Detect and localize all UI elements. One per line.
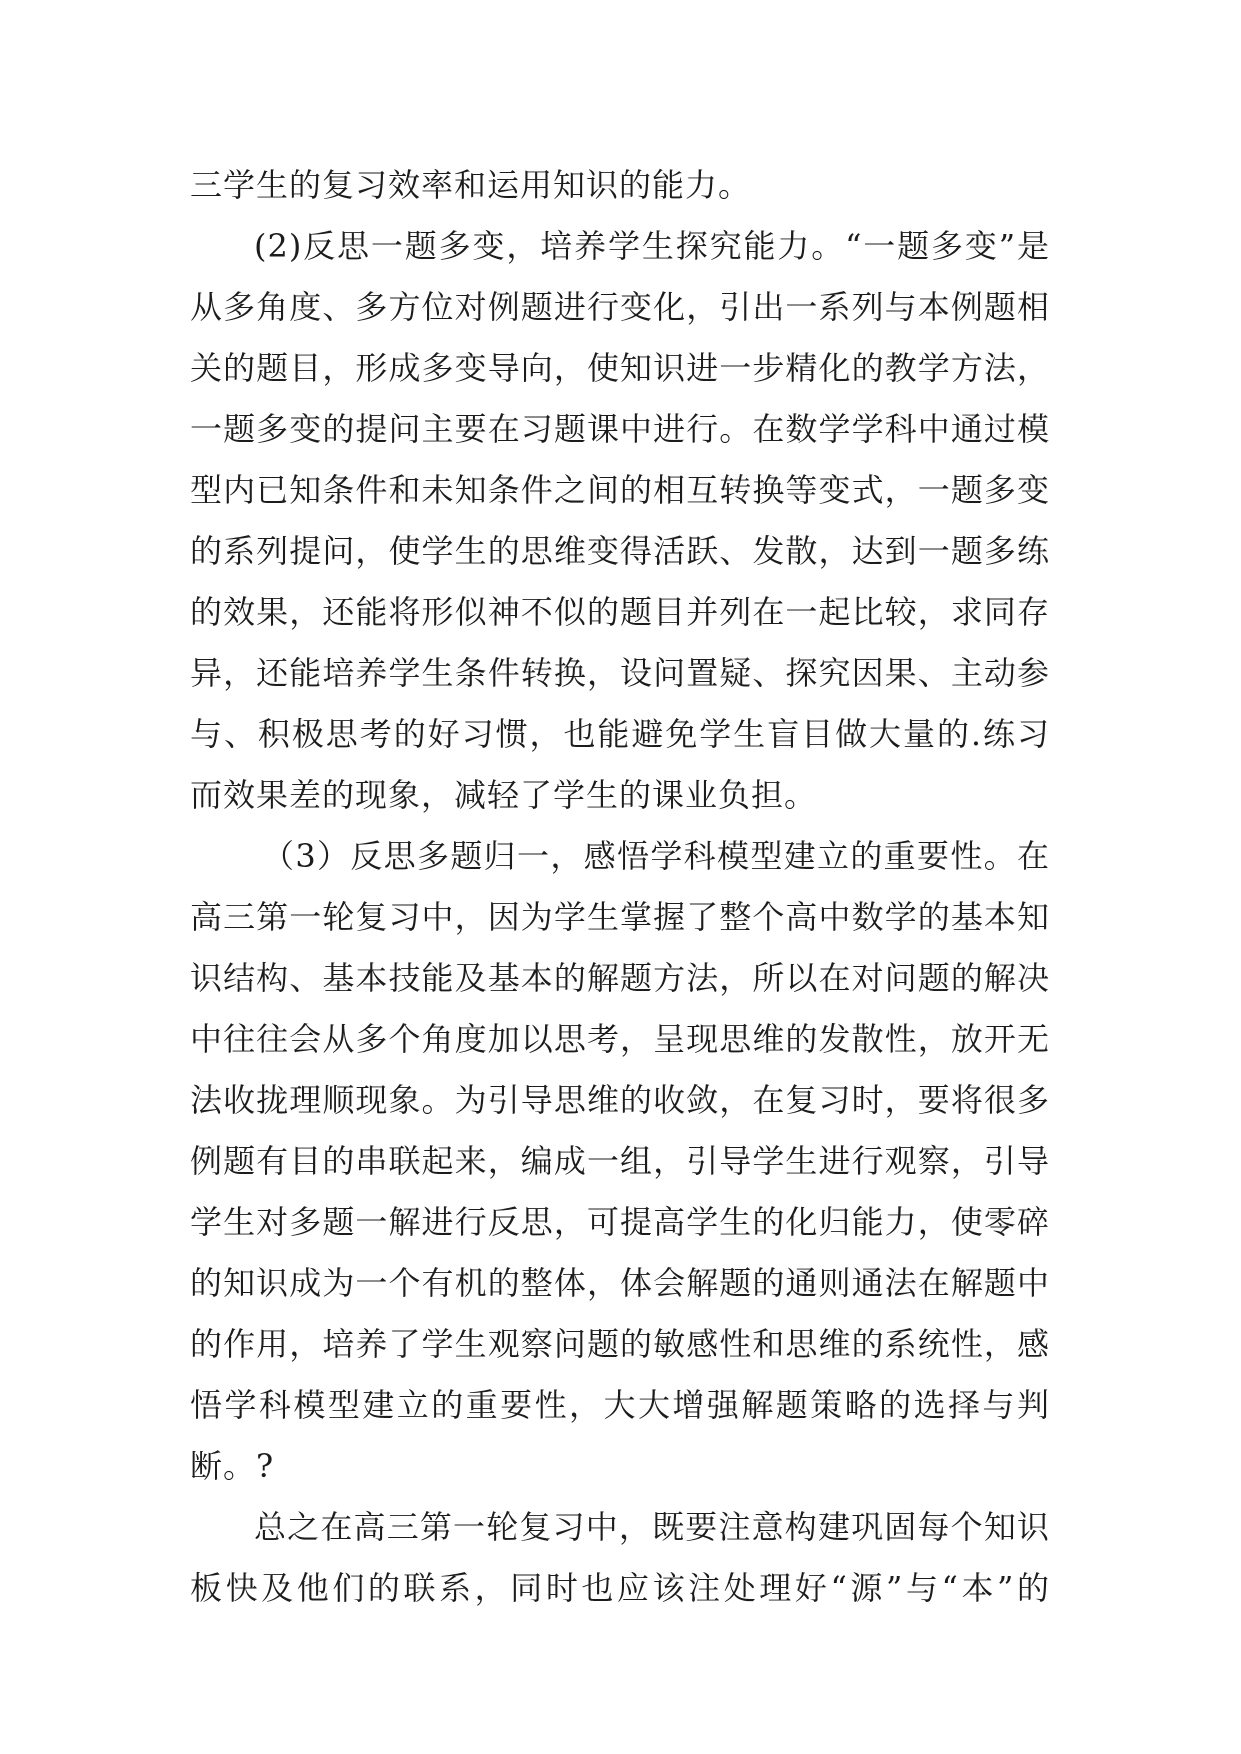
text-line: 的知识成为一个有机的整体，体会解题的通则通法在解题中 bbox=[190, 1264, 1050, 1302]
text-line: 关的题目，形成多变导向，使知识进一步精化的教学方法， bbox=[190, 349, 1050, 387]
text-line: 而效果差的现象，减轻了学生的课业负担。 bbox=[190, 776, 818, 814]
text-line: （3）反思多题归一，感悟学科模型建立的重要性。在 bbox=[262, 837, 1050, 875]
text-line: 异，还能培养学生条件转换，设问置疑、探究因果、主动参 bbox=[190, 654, 1050, 692]
text-line: 的系列提问，使学生的思维变得活跃、发散，达到一题多练 bbox=[190, 532, 1050, 570]
text-line: 断。? bbox=[190, 1447, 275, 1485]
text-line: 板快及他们的联系，同时也应该注处理好“源”与“本”的 bbox=[190, 1569, 1050, 1607]
text-line: 与、积极思考的好习惯，也能避免学生盲目做大量的.练习 bbox=[190, 715, 1050, 753]
document-body bbox=[190, 155, 1050, 1619]
text-line: 例题有目的串联起来，编成一组，引导学生进行观察，引导 bbox=[190, 1142, 1050, 1180]
text-line: 悟学科模型建立的重要性，大大增强解题策略的选择与判 bbox=[190, 1386, 1050, 1424]
text-line: 的作用，培养了学生观察问题的敏感性和思维的系统性，感 bbox=[190, 1325, 1050, 1363]
text-line: (2)反思一题多变，培养学生探究能力。“一题多变”是 bbox=[254, 227, 1050, 265]
text-line: 的效果，还能将形似神不似的题目并列在一起比较，求同存 bbox=[190, 593, 1050, 631]
text-line: 识结构、基本技能及基本的解题方法，所以在对问题的解决 bbox=[190, 959, 1050, 997]
text-line: 三学生的复习效率和运用知识的能力。 bbox=[190, 166, 752, 204]
text-line: 高三第一轮复习中，因为学生掌握了整个高中数学的基本知 bbox=[190, 898, 1050, 936]
text-line: 一题多变的提问主要在习题课中进行。在数学学科中通过模 bbox=[190, 410, 1050, 448]
text-line: 法收拢理顺现象。为引导思维的收敛，在复习时，要将很多 bbox=[190, 1081, 1050, 1119]
text-line: 总之在高三第一轮复习中，既要注意构建巩固每个知识 bbox=[254, 1508, 1050, 1546]
text-line: 从多角度、多方位对例题进行变化，引出一系列与本例题相 bbox=[190, 288, 1050, 326]
text-line: 型内已知条件和未知条件之间的相互转换等变式，一题多变 bbox=[190, 471, 1050, 509]
text-line: 中往往会从多个角度加以思考，呈现思维的发散性，放开无 bbox=[190, 1020, 1050, 1058]
text-line: 学生对多题一解进行反思，可提高学生的化归能力，使零碎 bbox=[190, 1203, 1050, 1241]
